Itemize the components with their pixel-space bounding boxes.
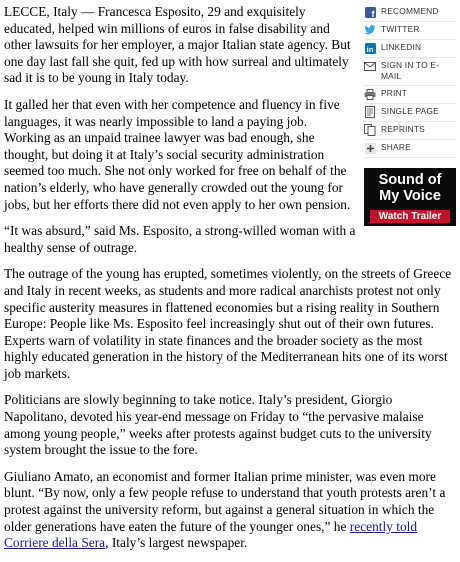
article-body [4,4,456,562]
corriere-della-sera-link[interactable]: recently told Corriere della Sera [4,518,418,551]
tool-linkedin[interactable] [364,40,456,58]
paragraph-1: LECCE, Italy — Francesca Esposito, 29 and exquisitely educated, helped win millions of euros in false disability and other lawsuits for her employer, a major Italian state agency. But one day last fall she quit, fed up with how surreal and ultimately sad it is to be young in Italy today. [4,4,351,86]
ad-title-line2: My Voice [379,188,441,204]
single-page-icon [364,106,376,118]
tool-recommend[interactable] [364,4,456,22]
tool-twitter[interactable] [364,22,456,40]
twitter-icon [364,24,376,36]
watch-trailer-button[interactable]: Watch Trailer [370,210,450,223]
article-tools-sidebar [364,4,456,226]
tool-label: TWITTER [381,24,420,34]
tool-label: RECOMMEND [381,6,439,16]
article-tools-list [364,4,456,158]
paragraph-4: The outrage of the young has erupted, sometimes violently, on the streets of Greece and Italy in recent weeks, as students and more radical anarchists protest not only specific austerity measures in flattened economies but a rising reality in Southern Europe: People like Ms. Esposito feel increasingly shut out of their own futures. Experts warn of volatility in state finances and the broader society as the most highly educated generation in the history of the Mediterranean hits one of its worst job markets. [4,266,452,381]
tool-single-page[interactable] [364,104,456,122]
email-icon [364,60,376,72]
reprints-icon [364,124,376,136]
share-icon [364,142,376,154]
svg-text:f: f [371,8,375,18]
tool-print[interactable] [364,86,456,104]
tool-label: LINKEDIN [381,42,422,52]
paragraph-5: Politicians are slowly beginning to take notice. Italy’s president, Giorgio Napolitano, devoted his year-end message on Friday to “the pervasive malaise among young people,” weeks after protests against budget cuts to the university system brought the issue to the fore. [4,392,432,458]
tool-label: REPRINTS [381,124,425,134]
tool-label: SIGN IN TO E-MAIL [381,60,440,81]
paragraph-3: “It was absurd,” said Ms. Esposito, a strong-willed woman with a healthy sense of outrage. [4,223,356,255]
ad-title-line1: Sound of [378,172,442,188]
tool-share[interactable] [364,140,456,158]
paragraph-6-tail: , Italy’s largest newspaper. [105,535,248,551]
tool-label: SHARE [381,142,411,152]
paragraph-6 [4,469,456,552]
facebook-icon [364,6,376,18]
paragraph-6-text: Giuliano Amato, an economist and former Italian prime minister, was even more blunt. “By now, only a few people refuse to understand that youth protests aren’t a protest against the university reform, but against a general situation in which the older generations have eaten the future of the younger ones,” he [4,468,446,534]
linkedin-icon [364,42,376,54]
tool-label: SINGLE PAGE [381,106,439,116]
sound-of-my-voice-ad[interactable] [364,168,456,226]
tool-email[interactable] [364,58,456,86]
tool-reprints[interactable] [364,122,456,140]
svg-text:in: in [366,44,374,54]
paragraph-2: It galled her that even with her competence and fluency in five languages, it was nearly impossible to land a paying job. Working as an unpaid trainee lawyer was bad enough, she thought, but doing it at Italy’s social security administration seemed too much. She not only worked for free on behalf of the nation’s elderly, who have generally crowded out the young for jobs, but her efforts there did not even apply to her own pension. [4,96,351,212]
print-icon [364,88,376,100]
tool-label: PRINT [381,88,408,98]
